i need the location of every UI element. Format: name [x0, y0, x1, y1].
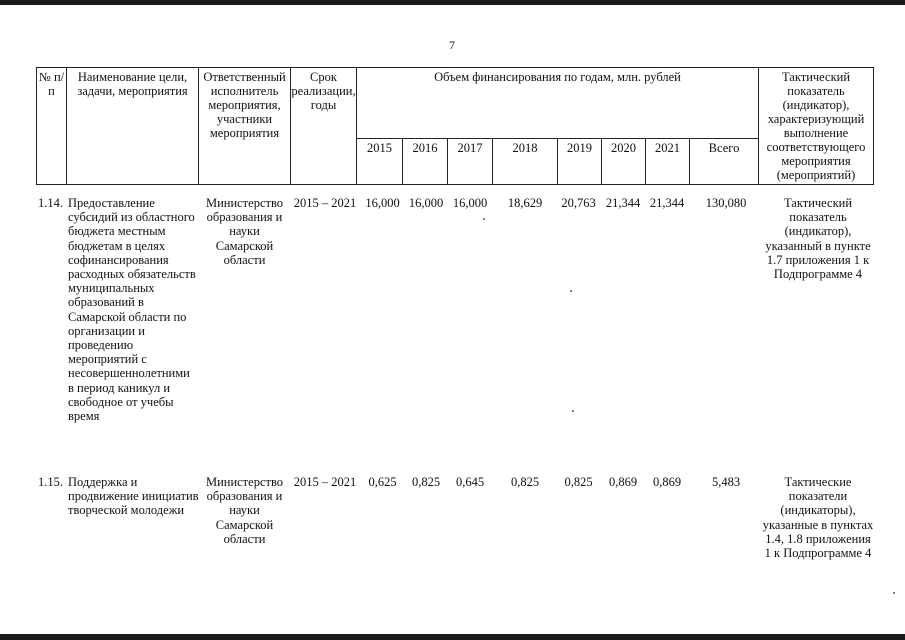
row-name: Предоставление субсидий из областного бюджета местным бюджетам в целях софинансирования расходных обязательств муниципальных образований в Самарской области по организации и проведению мероприятий с несовершеннолетними в период каникул и свободное от учебы время [68, 196, 196, 424]
value-2017: 16,000 [452, 196, 488, 210]
row-responsible: Министерство образования и науки Самарской области [205, 196, 284, 267]
value-2019: 0,825 [564, 475, 593, 489]
year-total: Всего [708, 141, 740, 155]
row-number: 1.14. [38, 196, 63, 210]
row-number: 1.15. [38, 475, 63, 489]
value-2019: 20,763 [561, 196, 596, 210]
value-2021: 0,869 [652, 475, 682, 489]
value-2020: 21,344 [605, 196, 641, 210]
year-2021: 2021 [655, 141, 680, 155]
value-2016: 0,825 [411, 475, 441, 489]
scan-border-top [0, 0, 905, 5]
row-term: 2015 – 2021 [293, 196, 357, 210]
year-2016: 2016 [412, 141, 438, 155]
header-name: Наименование цели, задачи, мероприятия [77, 70, 188, 98]
header-indicator: Тактический показатель (индикатор), характеризующий выполнение соответствующего мероприятия (мероприятий) [766, 70, 866, 182]
page-number: 7 [449, 38, 455, 52]
scan-speck [572, 410, 574, 412]
value-2017: 0,645 [455, 475, 485, 489]
year-2017: 2017 [457, 141, 483, 155]
value-2015: 0,625 [368, 475, 397, 489]
header-num: № п/п [38, 70, 65, 98]
year-2018: 2018 [512, 141, 538, 155]
value-total: 5,483 [711, 475, 741, 489]
scan-speck [570, 290, 572, 292]
row-term: 2015 – 2021 [293, 475, 357, 489]
row-responsible: Министерство образования и науки Самарской области [205, 475, 284, 546]
value-2018: 18,629 [507, 196, 543, 210]
header-finance: Объем финансирования по годам, млн. рублей [434, 70, 681, 84]
year-2020: 2020 [611, 141, 636, 155]
value-2020: 0,869 [608, 475, 638, 489]
value-2016: 16,000 [408, 196, 444, 210]
value-2018: 0,825 [510, 475, 540, 489]
value-2021: 21,344 [649, 196, 685, 210]
header-responsible: Ответственный исполнитель мероприятия, участники мероприятия [203, 70, 286, 140]
year-2015: 2015 [367, 141, 392, 155]
row-indicator: Тактические показатели (индикаторы), указанные в пунктах 1.4, 1.8 приложения 1 к Подпрограмме 4 [762, 475, 874, 561]
header-term: Срок реализации, годы [291, 70, 356, 112]
scan-border-bottom [0, 634, 905, 640]
row-name: Поддержка и продвижение инициатив творческой молодежи [68, 475, 199, 518]
scan-speck [893, 592, 895, 594]
year-2019: 2019 [567, 141, 592, 155]
row-indicator: Тактический показатель (индикатор), указанный в пункте 1.7 приложения 1 к Подпрограмме 4 [765, 196, 871, 282]
scan-speck [483, 218, 485, 220]
value-2015: 16,000 [365, 196, 400, 210]
value-total: 130,080 [705, 196, 747, 210]
